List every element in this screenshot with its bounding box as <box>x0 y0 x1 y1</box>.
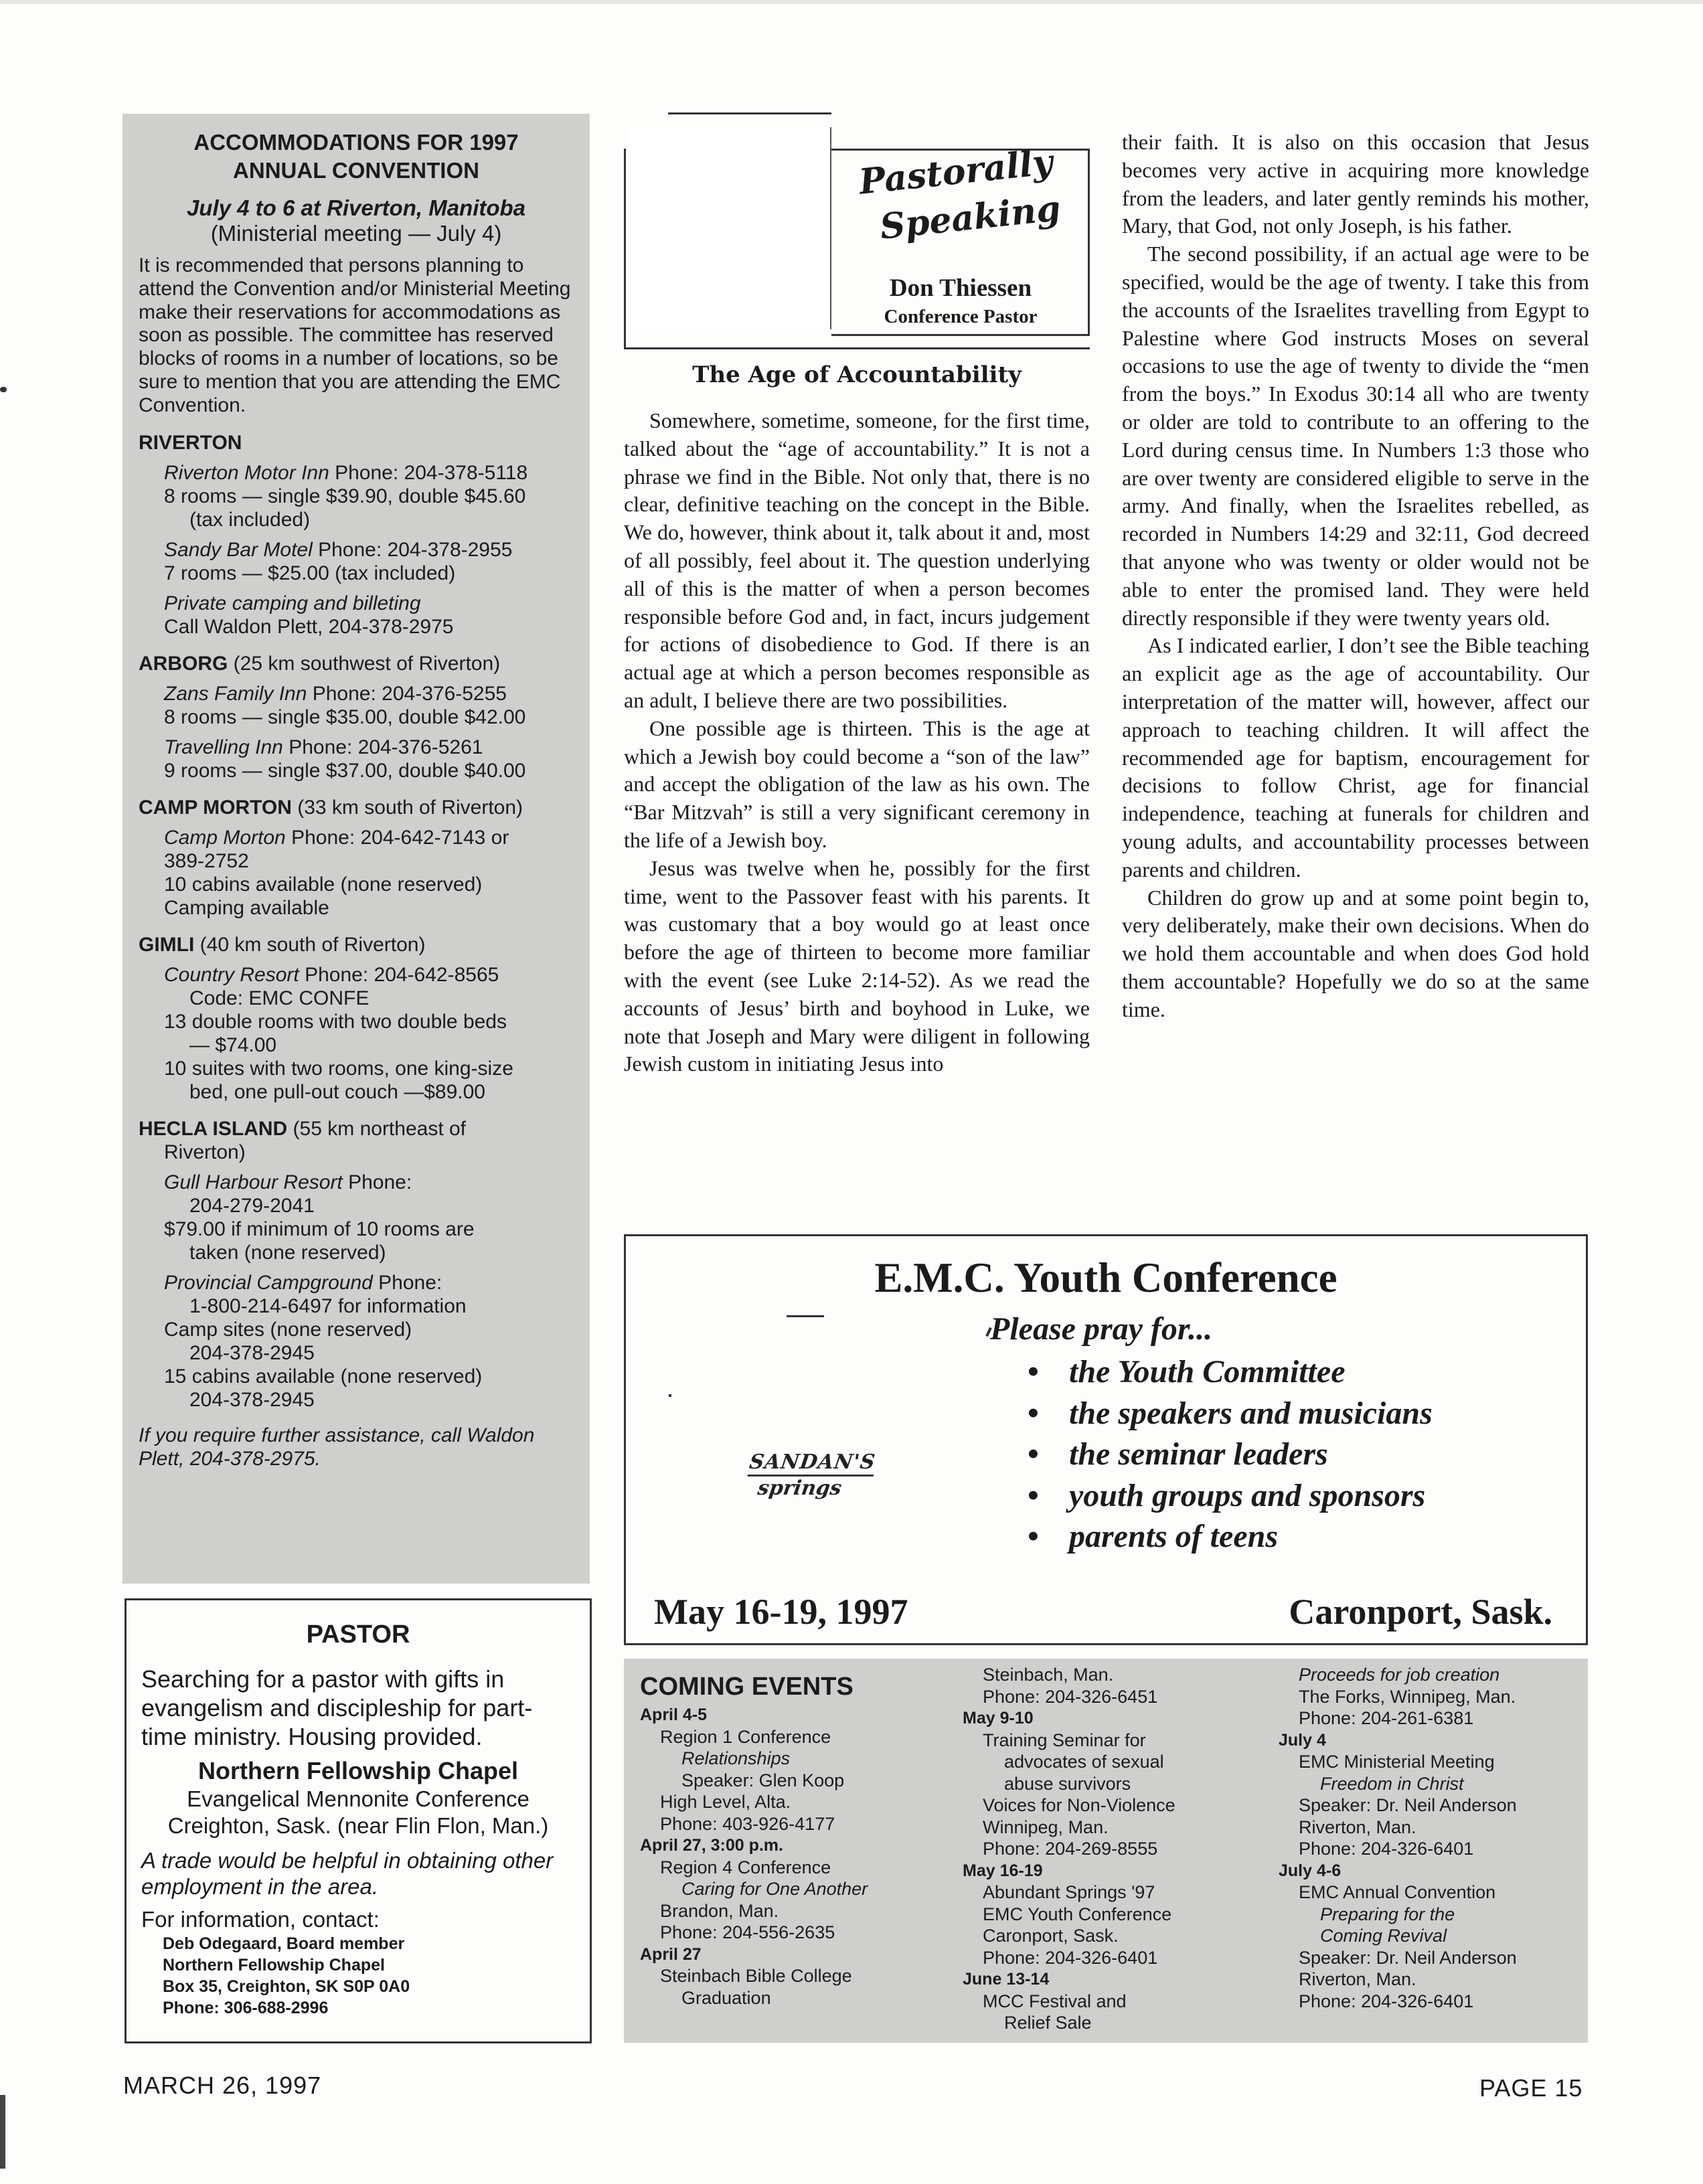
location-note: (33 km south of Riverton) <box>291 796 523 819</box>
venue-cabins: 10 cabins available (none reserved) <box>164 873 483 896</box>
venue-rooms: 8 rooms — single $35.00, double $42.00 <box>164 705 526 728</box>
event-line: Phone: 204-326-6401 <box>983 1947 1158 1968</box>
contact-line: Phone: 306-688-2996 <box>163 1999 329 2017</box>
location-name: GIMLI <box>139 933 195 956</box>
venue-rooms: 7 rooms — $25.00 (tax included) <box>164 562 456 584</box>
event-date: May 16-19 <box>963 1861 1043 1880</box>
event-date: May 9-10 <box>963 1709 1034 1728</box>
prayer-item-text: the speakers and musicians <box>1069 1395 1433 1431</box>
venue-phone: Phone: 204-642-7143 or <box>285 826 509 849</box>
location-note: (40 km south of Riverton) <box>194 933 426 956</box>
prayer-item <box>1028 1393 1433 1434</box>
entry <box>139 1271 574 1412</box>
event-line: Phone: 204-326-6401 <box>1299 1839 1474 1859</box>
event-line: Phone: 204-326-6401 <box>1299 1991 1474 2011</box>
entry <box>139 736 574 782</box>
event-line: Steinbach, Man. <box>983 1665 1114 1685</box>
location-hecla-island <box>139 1117 574 1412</box>
article-paragraph: The second possibility, if an actual age were to be specified, would be the age of twenty. I take this from the accounts of the Israelites travelling from Egypt to Palestine where God instructs Moses on several occasions to use the age of twenty to divide the “men from the boys.” In Exodus 30:14 all who are twenty or older are told to contribute to an offering to the Lord during census time. In Numbers 1:3 those who are over twenty are considered eligible to serve in the army. And finally, when the Israelites rebelled, as recorded in Numbers 14:29 and 32:11, God decreed that anyone who was twenty or older would not be able to enter the promised land. They were held directly responsible if they were twenty years old. <box>1122 242 1589 630</box>
event-date: April 4-5 <box>640 1705 708 1724</box>
event-line: MCC Festival and <box>983 1991 1127 2011</box>
venue-sites: Camp sites (none reserved) <box>164 1318 412 1341</box>
accommodations-intro: It is recommended that persons planning to attend the Convention and/or Ministerial Meeting make their reservations for accommodations as soon as possible. The committee has reserved blocks of rooms in a number of locations, so be sure to mention that you are attending the EMC Convention. <box>139 254 571 416</box>
prayer-item <box>1028 1351 1433 1393</box>
venue-name: Gull Harbour Resort <box>164 1171 343 1193</box>
footer-date: MARCH 26, 1997 <box>123 2072 322 2099</box>
contact-line: Deb Odegaard, Board member <box>163 1934 405 1953</box>
article-paragraph: One possible age is thirteen. This is the age at which a Jewish boy could become a “son of the law” and accept the obligation of the law as his own. The “Bar Mitzvah” is still a very significant ceremony in the life of a Jewish boy. <box>624 716 1090 852</box>
location-camp-morton <box>139 796 574 920</box>
event-line: EMC Annual Convention <box>1299 1882 1496 1902</box>
logo-line1: Pastorally <box>857 141 1055 203</box>
scan-mark <box>0 387 7 392</box>
event-line: Speaker: Glen Koop <box>681 1770 845 1790</box>
venue-camping: Camping available <box>164 896 329 919</box>
venue-rooms: 8 rooms — single $39.90, double $45.60 <box>164 485 526 507</box>
venue-phone: Phone: 204-642-8565 <box>299 963 499 986</box>
venue-phone: Phone: 204-376-5255 <box>307 682 507 705</box>
event-line: Training Seminar for <box>983 1730 1146 1750</box>
venue-rooms: 9 rooms — single $37.00, double $40.00 <box>164 759 526 782</box>
pastor-location: Creighton, Sask. (near Flin Flon, Man.) <box>167 1813 549 1838</box>
location-arborg <box>139 652 574 782</box>
event-line: Caring for One Another <box>681 1879 868 1899</box>
location-name: RIVERTON <box>139 431 242 454</box>
event-date: June 13-14 <box>963 1970 1050 1989</box>
bullet-icon: • <box>1028 1519 1039 1554</box>
event-line: Coming Revival <box>1320 1926 1447 1946</box>
entry <box>139 461 574 531</box>
event-line: Abundant Springs '97 <box>983 1882 1155 1902</box>
location-note: (55 km northeast of <box>287 1117 467 1140</box>
events-column-2 <box>963 1664 1175 2034</box>
venue-phone-label: Phone: <box>342 1171 412 1193</box>
prayer-item <box>1028 1475 1433 1517</box>
venue-cabins-phone: 204-378-2945 <box>189 1388 315 1411</box>
event-line: Region 4 Conference <box>660 1857 831 1877</box>
decorative-dot <box>669 1394 671 1397</box>
venue-phone: 204-279-2041 <box>189 1194 315 1217</box>
event-date: April 27, 3:00 p.m. <box>640 1836 783 1855</box>
event-line: Phone: 403-926-4177 <box>660 1813 835 1834</box>
contact-line: Box 35, Creighton, SK S0P 0A0 <box>163 1977 410 1996</box>
venue-phone: Phone: 204-378-5118 <box>329 461 528 484</box>
venue-phone-alt: 389-2752 <box>164 849 249 872</box>
logo-line1: SANDAN'S <box>748 1450 877 1477</box>
entry <box>139 682 574 729</box>
venue-name: Camp Morton <box>164 826 286 849</box>
author-photo <box>628 127 831 329</box>
pastor-info: For information, contact: <box>141 1907 380 1932</box>
bullet-icon: • <box>1028 1477 1039 1513</box>
event-line: Phone: 204-326-6451 <box>983 1686 1158 1707</box>
pastor-conference: Evangelical Mennonite Conference <box>187 1786 530 1811</box>
venue-price-cont: taken (none reserved) <box>189 1241 386 1264</box>
youth-date: May 16-19, 1997 <box>654 1592 908 1632</box>
venue-name: Sandy Bar Motel <box>164 538 313 561</box>
dates: July 4 to 6 at Riverton, Manitoba <box>186 195 526 220</box>
event-line: Speaker: Dr. Neil Anderson <box>1299 1947 1517 1968</box>
entry <box>139 1171 574 1264</box>
venue-name: Riverton Motor Inn <box>164 461 329 484</box>
entry <box>139 963 574 1104</box>
article-paragraph: As I indicated earlier, I don’t see the Bible teaching an explicit age as the age of accountability. Our interpretation of the matter will, however, affect our approach to teaching children. It will affect the recommended age for baptism, encouragement for decisions to follow Christ, age for financial independence, teaching at funerals for children and young adults, and accountability processes between parents and children. <box>1122 633 1589 881</box>
pastor-church: Northern Fellowship Chapel <box>197 1757 519 1784</box>
article-paragraph: Jesus was twelve when he, possibly for the first time, went to the Passover feast with his parents. It was customary that a boy would go at least once before the age of thirteen to become more familiar with the event (see Luke 2:14-52). As we read the accounts of Jesus’ birth and boyhood in Luke, we note that Joseph and Mary were diligent in following Jewish custom in initiating Jesus into <box>624 855 1090 1076</box>
youth-pray: Please pray for... <box>990 1311 1212 1347</box>
events-title: COMING EVENTS <box>640 1673 854 1701</box>
event-line: Preparing for the <box>1320 1904 1455 1924</box>
page-top-edge <box>0 0 1703 4</box>
event-line: Riverton, Man. <box>1299 1969 1416 1989</box>
entry <box>139 538 574 585</box>
column-header-rule <box>668 112 831 114</box>
event-line: The Forks, Winnipeg, Man. <box>1299 1686 1516 1707</box>
prayer-list <box>1028 1351 1433 1558</box>
event-line: advocates of sexual <box>1004 1752 1164 1772</box>
venue-phone-label: Phone: <box>372 1271 442 1294</box>
location-riverton <box>139 431 574 639</box>
venue-price: — $74.00 <box>189 1033 277 1056</box>
youth-footer <box>654 1591 1552 1632</box>
article-column-2 <box>1122 129 1589 1024</box>
event-line: Speaker: Dr. Neil Anderson <box>1299 1795 1517 1815</box>
events-column-1 <box>640 1664 868 2009</box>
pastor-contact <box>141 1933 575 2019</box>
event-line: Relief Sale <box>1004 2013 1092 2033</box>
venue-suites: 10 suites with two rooms, one king-size <box>164 1057 513 1080</box>
location-name: ARBORG <box>139 652 228 675</box>
event-line: Proceeds for job creation <box>1299 1665 1500 1685</box>
location-gimli <box>139 933 574 1104</box>
article-column-1 <box>624 407 1090 1078</box>
entry <box>139 592 574 639</box>
events-column-3 <box>1279 1664 1517 2012</box>
contact-line: Northern Fellowship Chapel <box>163 1956 385 1975</box>
article-paragraph: Somewhere, sometime, someone, for the first time, talked about the “age of accountability.” It is not a phrase we find in the Bible. Not only that, there is no clear, definitive teaching on the concept in the Bible. We do, however, think about it, talk about it and, most of all possibly, feel about it. The question underlying all of this is the matter of when a person becomes responsible before God and, in fact, incurs judgement for actions of disobedience to God. If there is an actual age at which a person becomes responsible as an adult, I believe there are two possibilities. <box>624 408 1090 712</box>
event-line: Phone: 204-269-8555 <box>983 1839 1158 1859</box>
event-line: Relationships <box>681 1748 791 1768</box>
location-note-cont: Riverton) <box>164 1141 246 1163</box>
logo-line2: springs <box>756 1477 843 1500</box>
event-date: April 27 <box>640 1944 702 1964</box>
location-name: HECLA ISLAND <box>139 1117 288 1140</box>
venue-phone: Phone: 204-376-5261 <box>282 736 483 758</box>
pastor-description: Searching for a pastor with gifts in evangelism and discipleship for part-time ministry. Housing provided. <box>141 1665 533 1750</box>
event-line: Caronport, Sask. <box>983 1926 1119 1946</box>
event-line: EMC Ministerial Meeting <box>1299 1752 1495 1772</box>
event-line: Region 1 Conference <box>660 1726 831 1747</box>
bullet-icon: • <box>1028 1354 1039 1390</box>
article-title: The Age of Accountability <box>692 361 1022 388</box>
event-line: abuse survivors <box>1004 1773 1131 1794</box>
abundant-springs-logo <box>742 1450 885 1517</box>
venue-name: Provincial Campground <box>164 1271 373 1294</box>
prayer-item-text: the seminar leaders <box>1069 1436 1328 1472</box>
column-author: Don Thiessen <box>889 274 1032 302</box>
bullet-icon: • <box>1028 1395 1039 1431</box>
decorative-dash <box>787 1315 824 1317</box>
article-paragraph: their faith. It is also on this occasion that Jesus becomes very active in acquiring more knowledge from the leaders, and later gently reminds his mother, Mary, that God, not only Joseph, is his father. <box>1122 130 1589 238</box>
title-line2: ANNUAL CONVENTION <box>233 158 479 183</box>
venue-phone: Phone: 204-378-2955 <box>312 538 513 561</box>
event-line: High Level, Alta. <box>660 1792 791 1812</box>
event-date: July 4-6 <box>1279 1861 1342 1880</box>
venue-name: Private camping and billeting <box>164 592 421 614</box>
pastor-ad <box>125 1598 592 2043</box>
pastor-note: A trade would be helpful in obtaining other employment in the area. <box>141 1848 554 1899</box>
prayer-item-text: youth groups and sponsors <box>1069 1477 1426 1513</box>
logo-line2: Speaking <box>878 187 1063 248</box>
event-line: Phone: 204-261-6381 <box>1299 1708 1474 1728</box>
youth-title: E.M.C. Youth Conference <box>874 1254 1337 1301</box>
accommodations-title <box>139 129 574 185</box>
title-line1: ACCOMMODATIONS FOR 1997 <box>193 130 519 155</box>
bullet-icon: • <box>1028 1436 1039 1472</box>
accommodations-box <box>123 114 590 1584</box>
event-line: Brandon, Man. <box>660 1900 779 1921</box>
event-line: Voices for Non-Violence <box>983 1795 1175 1815</box>
event-line: Phone: 204-556-2635 <box>660 1922 835 1942</box>
youth-location: Caronport, Sask. <box>1289 1592 1552 1632</box>
location-name: CAMP MORTON <box>139 796 292 819</box>
venue-name: Country Resort <box>164 963 299 986</box>
prayer-item <box>1028 1516 1433 1558</box>
accommodations-outro: If you require further assistance, call Waldon Plett, 204-378-2975. <box>139 1424 535 1470</box>
article-paragraph: Children do grow up and at some point begin to, very deliberately, make their own decisions. When do we hold them accountable and when does God hold them accountable? Hopefully we do so at the same time. <box>1122 885 1589 1021</box>
event-date: July 4 <box>1279 1730 1326 1750</box>
ministerial-note: (Ministerial meeting — July 4) <box>210 221 502 246</box>
prayer-item <box>1028 1434 1433 1475</box>
venue-phone: 1-800-214-6497 for information <box>189 1294 467 1317</box>
venue-cabins: 15 cabins available (none reserved) <box>164 1365 483 1388</box>
venue-contact: Call Waldon Plett, 204-378-2975 <box>164 615 454 638</box>
venue-tax: (tax included) <box>189 508 311 531</box>
event-line: Winnipeg, Man. <box>983 1817 1109 1837</box>
binding-mark <box>0 2095 5 2169</box>
youth-conference-ad <box>624 1234 1588 1645</box>
pastorally-speaking-logo <box>857 137 1089 280</box>
footer-page-number: PAGE 15 <box>1479 2074 1583 2102</box>
venue-price: $79.00 if minimum of 10 rooms are <box>164 1217 475 1240</box>
venue-sites-phone: 204-378-2945 <box>189 1341 315 1364</box>
venue-code: Code: EMC CONFE <box>189 987 370 1009</box>
location-note: (25 km southwest of Riverton) <box>228 652 501 675</box>
pastor-title: PASTOR <box>306 1620 410 1649</box>
convention-dates <box>139 195 574 246</box>
event-line: EMC Youth Conference <box>983 1904 1172 1924</box>
venue-rooms: 13 double rooms with two double beds <box>164 1010 507 1033</box>
venue-name: Zans Family Inn <box>164 682 307 705</box>
event-line: Graduation <box>681 1987 771 2008</box>
event-line: Steinbach Bible College <box>660 1966 852 1986</box>
venue-name: Travelling Inn <box>164 736 283 758</box>
column-author-role: Conference Pastor <box>884 306 1038 327</box>
event-line: Riverton, Man. <box>1299 1817 1416 1837</box>
prayer-item-text: the Youth Committee <box>1069 1354 1346 1390</box>
coming-events-box <box>624 1659 1588 2043</box>
event-line: Freedom in Christ <box>1320 1773 1464 1794</box>
entry <box>139 826 574 920</box>
prayer-item-text: parents of teens <box>1069 1519 1278 1554</box>
venue-suites-detail: bed, one pull-out couch —$89.00 <box>189 1080 485 1103</box>
